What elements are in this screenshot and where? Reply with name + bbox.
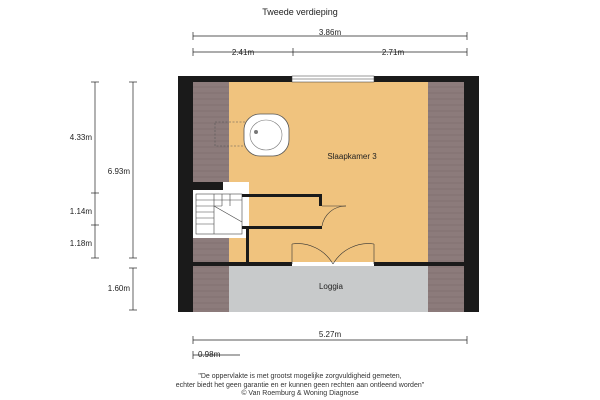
room-label-bedroom: Slaapkamer 3	[327, 152, 377, 161]
bedroom-floor	[229, 82, 428, 262]
dim-label-bottom-small: 0.98m	[198, 350, 221, 359]
inner-wall-top	[242, 194, 322, 197]
storage-floor	[249, 197, 319, 226]
dimension-left-total	[129, 82, 137, 258]
loggia-slope-left	[193, 266, 229, 312]
roof-slope-left-lower	[193, 238, 229, 262]
stair-wall-stub	[193, 182, 223, 190]
roof-slope-left	[193, 82, 229, 182]
dim-label-bottom-total: 5.27m	[318, 330, 342, 339]
disclaimer-line-1: "De oppervlakte is met grootst mogelijke zorgvuldigheid gemeten,	[198, 373, 402, 380]
dim-label-top-right: 2.71m	[381, 48, 405, 57]
dimension-left-loggia	[129, 268, 137, 310]
dim-label-left-loggia: 1.60m	[107, 284, 130, 293]
dim-label-left-2: 1.14m	[69, 207, 92, 216]
roof-slope-right	[428, 82, 464, 262]
room-label-loggia: Loggia	[318, 282, 344, 291]
inner-wall-vertical	[246, 229, 249, 262]
disclaimer	[0, 373, 600, 399]
floor-title: Tweede verdieping	[262, 7, 338, 17]
disclaimer-line-2: echter biedt het geen garantie en er kunnen geen rechten aan ontleend worden"	[175, 381, 425, 389]
dim-label-left-1: 4.33m	[69, 133, 92, 142]
loggia-slope-right	[428, 266, 464, 312]
inner-wall-right	[319, 194, 322, 206]
dim-label-left-3: 1.18m	[69, 239, 92, 248]
dim-label-top-left: 2.41m	[231, 48, 255, 57]
inner-wall-bottom	[242, 226, 322, 229]
dim-label-top-total: 3.86m	[318, 28, 342, 37]
dimension-left-segments	[91, 82, 99, 258]
dim-label-left-total: 6.93m	[107, 167, 130, 176]
copyright: © Van Roemburg & Woning Diagnose	[241, 390, 359, 397]
